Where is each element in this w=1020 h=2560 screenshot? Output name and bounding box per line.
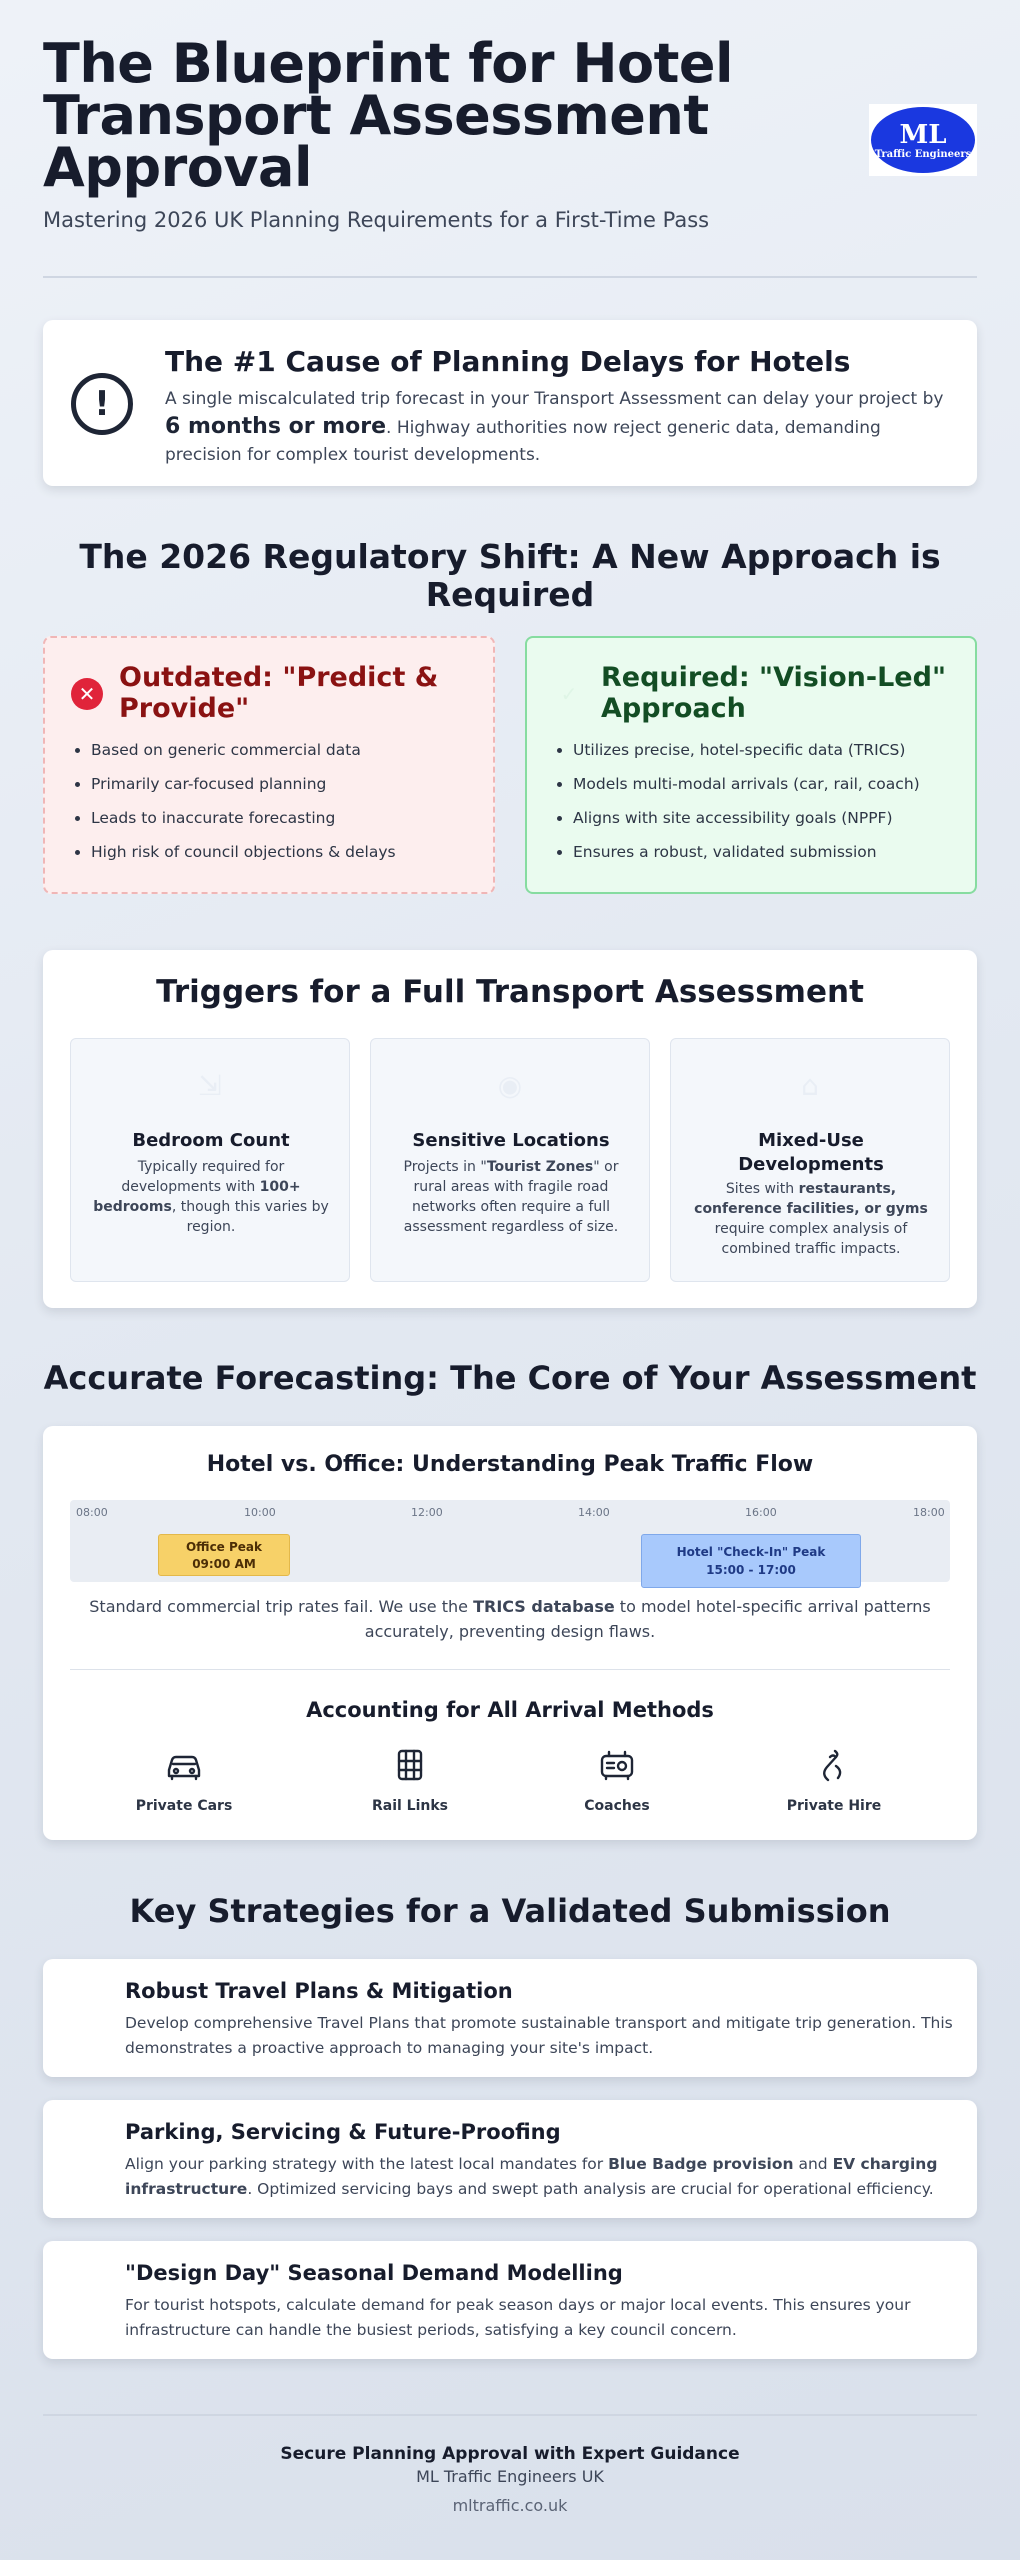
trigger-highlight: Tourist Zones	[486, 1159, 594, 1175]
trigger-highlight: restaurants, conference facilities, or gyms	[694, 1181, 928, 1217]
trigger-text-part: require complex analysis of combined traffic impacts.	[714, 1221, 908, 1257]
strategy-text	[125, 2152, 955, 2202]
header-divider	[43, 276, 977, 278]
arrival-label: Private Cars	[135, 1798, 233, 1814]
office-peak-label: Office Peak	[185, 1540, 263, 1554]
trigger-sensitive-locations	[370, 1038, 650, 1282]
footer-divider	[43, 2414, 977, 2416]
page-title: The Blueprint for Hotel Transport Assessment Approval	[43, 32, 734, 199]
page-subtitle: Mastering 2026 UK Planning Requirements for a First-Time Pass	[43, 208, 710, 232]
trigger-bedroom-count	[70, 1038, 350, 1282]
warning-highlight: 6 months or more	[165, 414, 387, 439]
strategy-title: Parking, Servicing & Future-Proofing	[125, 2120, 561, 2144]
required-title: Required: "Vision-Led" Approach	[601, 662, 947, 724]
triggers-card	[43, 950, 977, 1308]
outdated-title: Outdated: "Predict & Provide"	[119, 662, 439, 724]
arrival-rail-links	[330, 1746, 490, 1814]
trigger-text-part: " or rural areas with fragile road networks often require a full assessment regardless of size.	[403, 1159, 619, 1235]
trigger-text-part: Typically required for developments with	[121, 1159, 285, 1195]
exclamation-circle-icon: !	[71, 373, 133, 435]
trigger-heading: Bedroom Count	[132, 1130, 290, 1151]
arrival-label: Coaches	[584, 1798, 650, 1814]
peak-chart-title: Hotel vs. Office: Understanding Peak Traffic Flow	[206, 1452, 814, 1477]
note-highlight: TRICS database	[473, 1597, 615, 1616]
strategy-title: Robust Travel Plans & Mitigation	[125, 1979, 513, 2003]
logo-subtitle: Traffic Engineers	[874, 148, 972, 160]
car-icon	[164, 1746, 204, 1786]
logo-initials: ML	[899, 119, 947, 150]
forecast-note	[83, 1594, 937, 1644]
footer-title: Secure Planning Approval with Expert Guidance	[280, 2444, 740, 2464]
required-list	[573, 740, 920, 876]
strategy-text: Develop comprehensive Travel Plans that promote sustainable transport and mitigate trip generation. This demonstrates a proactive approach to managing your site's impact.	[125, 2014, 953, 2057]
list-item: • Ensures a robust, validated submission	[573, 842, 920, 876]
check-icon: ✓	[560, 682, 578, 706]
location-pin-icon: ◉	[497, 1069, 523, 1102]
strategy-text-part: . Optimized servicing bays and swept path analysis are crucial for operational efficiency.	[247, 2180, 934, 2198]
list-item: • Models multi-modal arrivals (car, rail, coach)	[573, 774, 920, 808]
list-item: • Primarily car-focused planning	[91, 774, 396, 808]
taxi-icon	[814, 1746, 854, 1786]
bed-icon: ⇲	[198, 1069, 222, 1102]
trigger-highlight: 100+ bedrooms	[93, 1179, 301, 1215]
timeline-tick: 18:00	[913, 1506, 945, 1519]
trigger-text	[391, 1157, 631, 1237]
list-item: • Aligns with site accessibility goals (NPPF)	[573, 808, 920, 842]
strategy-text-part: Align your parking strategy with the latest local mandates for	[125, 2155, 609, 2173]
trigger-text	[91, 1157, 331, 1237]
arrival-coaches	[537, 1746, 697, 1814]
peak-timeline	[70, 1500, 950, 1582]
trigger-heading: Sensitive Locations	[412, 1130, 610, 1151]
arrival-label: Rail Links	[371, 1798, 449, 1814]
list-item: • Utilizes precise, hotel-specific data (TRICS)	[573, 740, 920, 774]
arrival-label: Private Hire	[786, 1798, 882, 1814]
building-icon: ⌂	[801, 1069, 819, 1102]
office-peak-time: 09:00 AM	[192, 1557, 256, 1571]
strategies-section-title: Key Strategies for a Validated Submission	[129, 1892, 891, 1930]
x-circle-icon: ✕	[71, 678, 103, 710]
footer-company: ML Traffic Engineers UK	[416, 2467, 604, 2486]
forecast-section-title: Accurate Forecasting: The Core of Your Assessment	[43, 1359, 977, 1397]
required-approach-box	[525, 636, 977, 894]
timeline-tick: 12:00	[411, 1506, 443, 1519]
strategy-card	[43, 2100, 977, 2218]
office-peak-bar	[158, 1534, 290, 1576]
strategy-title: "Design Day" Seasonal Demand Modelling	[125, 2261, 623, 2285]
outdated-list	[91, 740, 396, 876]
trigger-text-part: Sites with	[725, 1181, 799, 1197]
warning-text-part: . Highway authorities now reject generic data, demanding precision for complex tourist developments.	[165, 418, 881, 465]
footer-url[interactable]: mltraffic.co.uk	[452, 2496, 568, 2515]
header	[43, 32, 977, 238]
warning-title: The #1 Cause of Planning Delays for Hotels	[165, 345, 851, 378]
warning-text-part: A single miscalculated trip forecast in your Transport Assessment can delay your project by	[165, 389, 944, 409]
trigger-text-part: , though this varies by region.	[171, 1199, 329, 1235]
strategy-card	[43, 2241, 977, 2359]
strategy-highlight: Blue Badge provision	[608, 2155, 794, 2173]
outdated-approach-box	[43, 636, 495, 894]
trigger-heading: Mixed-Use Developments	[738, 1130, 884, 1175]
warning-text	[165, 386, 955, 469]
strategy-highlight: EV charging infrastructure	[125, 2155, 938, 2198]
timeline-tick: 16:00	[745, 1506, 777, 1519]
timeline-tick: 10:00	[244, 1506, 276, 1519]
arrivals-title: Accounting for All Arrival Methods	[306, 1698, 714, 1722]
triggers-title: Triggers for a Full Transport Assessment	[156, 974, 864, 1010]
trigger-text	[691, 1179, 931, 1259]
warning-card	[43, 320, 977, 486]
hotel-peak-label: Hotel "Check-In" Peak	[676, 1545, 826, 1559]
note-part: Standard commercial trip rates fail. We use the	[89, 1597, 474, 1616]
trigger-mixed-use	[670, 1038, 950, 1282]
strategy-text: For tourist hotspots, calculate demand for peak season days or major local events. This ensures your infrastructure can handle the busiest periods, satisfying a key council concern.	[125, 2296, 911, 2339]
shift-section-title: The 2026 Regulatory Shift: A New Approach is Required	[79, 537, 941, 614]
strategy-card	[43, 1959, 977, 2077]
list-item: • Based on generic commercial data	[91, 740, 396, 774]
timeline-tick: 08:00	[76, 1506, 108, 1519]
train-icon	[390, 1746, 430, 1786]
company-logo	[869, 104, 977, 176]
hotel-peak-bar	[641, 1534, 861, 1588]
hotel-peak-time: 15:00 - 17:00	[706, 1563, 796, 1577]
forecast-card	[43, 1426, 977, 1840]
forecast-divider	[70, 1669, 950, 1670]
note-part: to model hotel-specific arrival patterns accurately, preventing design flaws.	[364, 1597, 931, 1641]
trigger-text-part: Projects in "	[403, 1159, 487, 1175]
arrival-private-hire	[754, 1746, 914, 1814]
logo-oval	[871, 107, 975, 173]
list-item: • Leads to inaccurate forecasting	[91, 808, 396, 842]
arrival-private-cars	[104, 1746, 264, 1814]
list-item: • High risk of council objections & delays	[91, 842, 396, 876]
strategy-text-part: and	[793, 2155, 833, 2173]
timeline-tick: 14:00	[578, 1506, 610, 1519]
coach-icon	[597, 1746, 637, 1786]
